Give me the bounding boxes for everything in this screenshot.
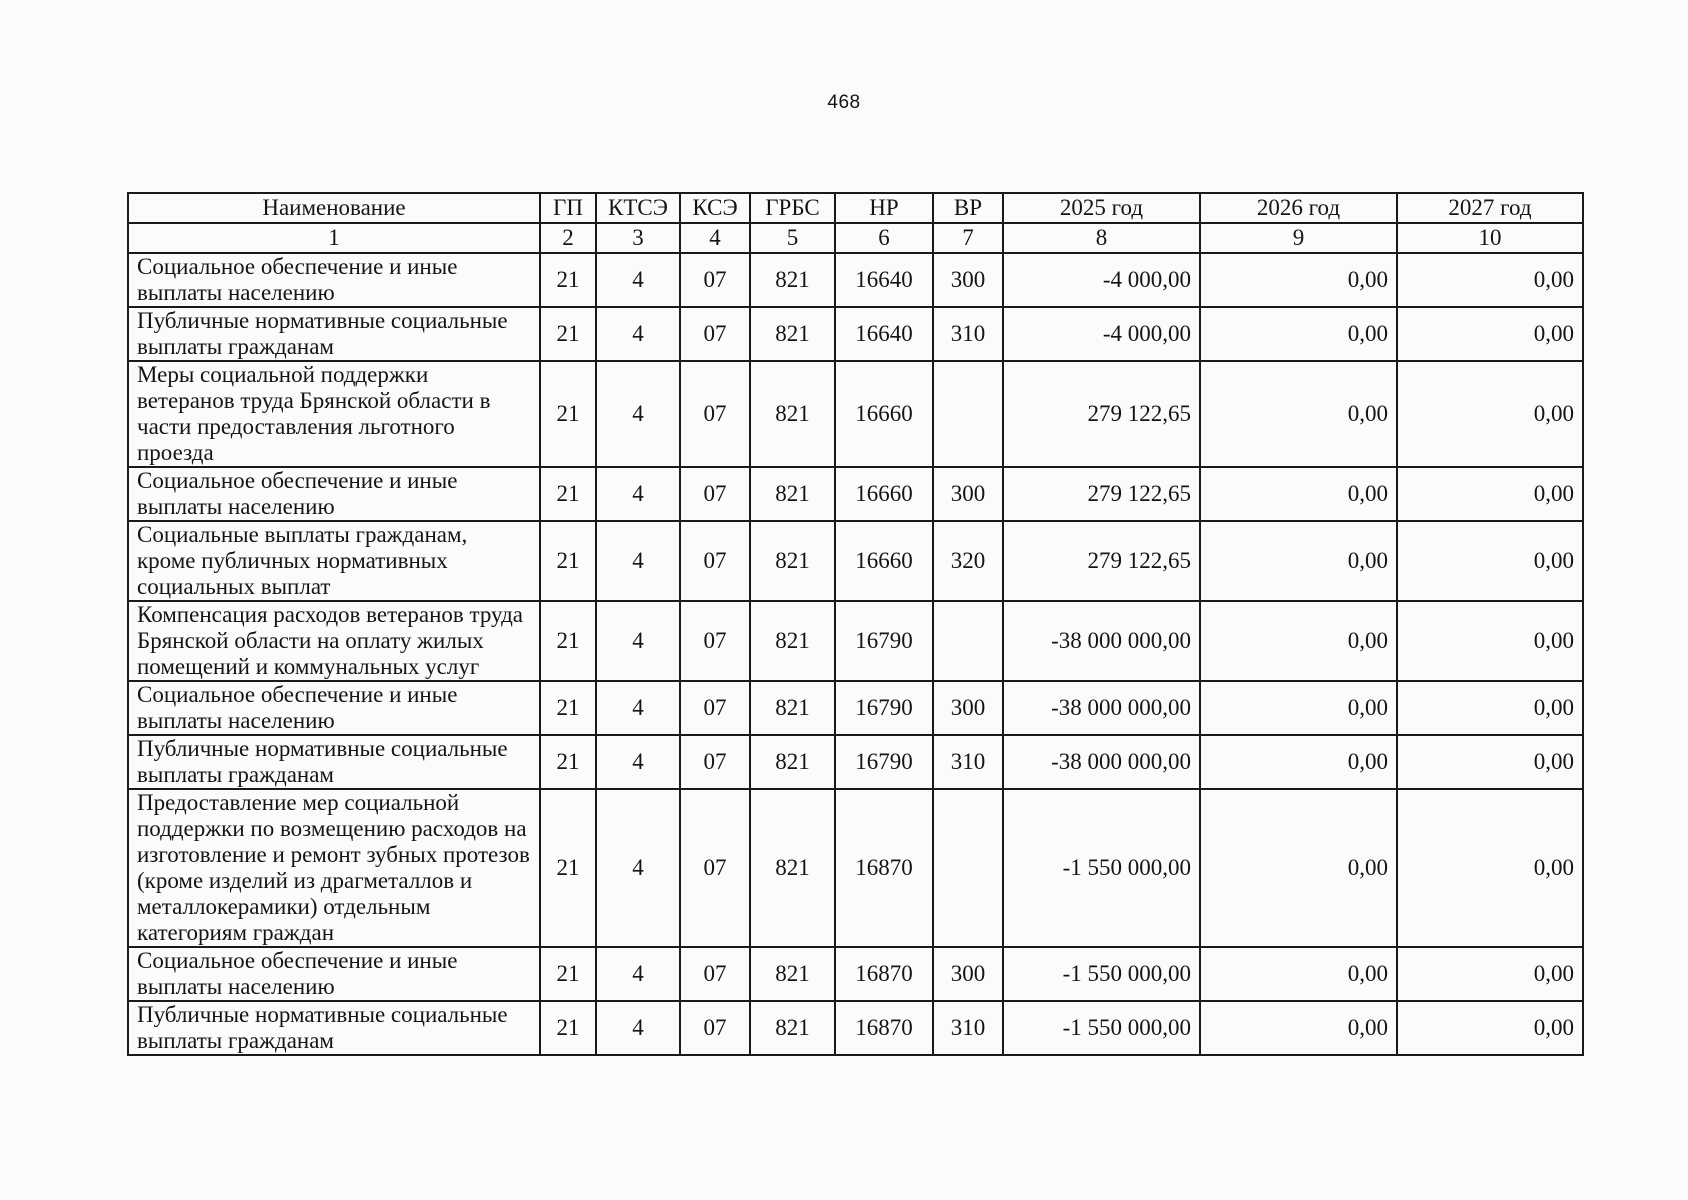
- row-amount-2025: 279 122,65: [1003, 521, 1200, 601]
- row-amount-2026: 0,00: [1200, 361, 1397, 467]
- row-ktse: 4: [596, 789, 680, 947]
- row-gp: 21: [540, 307, 596, 361]
- row-name: Социальное обеспечение и иные выплаты населению: [128, 467, 540, 521]
- column-header-kse: КСЭ: [680, 193, 750, 223]
- row-name: Социальное обеспечение и иные выплаты населению: [128, 947, 540, 1001]
- row-ktse: 4: [596, 681, 680, 735]
- row-gp: 21: [540, 521, 596, 601]
- row-nr: 16640: [835, 307, 933, 361]
- row-amount-2026: 0,00: [1200, 1001, 1397, 1055]
- row-kse: 07: [680, 253, 750, 307]
- row-amount-2026: 0,00: [1200, 307, 1397, 361]
- row-nr: 16660: [835, 521, 933, 601]
- row-nr: 16790: [835, 681, 933, 735]
- row-amount-2025: 279 122,65: [1003, 361, 1200, 467]
- column-header-2026: 2026 год: [1200, 193, 1397, 223]
- row-grbs: 821: [750, 521, 835, 601]
- table-row: [128, 361, 1583, 467]
- table-row: [128, 789, 1583, 947]
- row-vr: 300: [933, 467, 1003, 521]
- row-amount-2027: 0,00: [1397, 307, 1583, 361]
- row-vr: 320: [933, 521, 1003, 601]
- row-nr: 16660: [835, 361, 933, 467]
- row-name: Социальное обеспечение и иные выплаты населению: [128, 253, 540, 307]
- column-header-gp: ГП: [540, 193, 596, 223]
- row-amount-2027: 0,00: [1397, 681, 1583, 735]
- row-amount-2026: 0,00: [1200, 735, 1397, 789]
- column-header-2027: 2027 год: [1397, 193, 1583, 223]
- column-number: 10: [1397, 223, 1583, 253]
- row-ktse: 4: [596, 467, 680, 521]
- row-amount-2026: 0,00: [1200, 253, 1397, 307]
- table-row: [128, 467, 1583, 521]
- row-amount-2026: 0,00: [1200, 947, 1397, 1001]
- row-amount-2025: -38 000 000,00: [1003, 735, 1200, 789]
- row-kse: 07: [680, 947, 750, 1001]
- row-ktse: 4: [596, 253, 680, 307]
- row-amount-2025: -38 000 000,00: [1003, 601, 1200, 681]
- row-kse: 07: [680, 735, 750, 789]
- row-kse: 07: [680, 789, 750, 947]
- row-amount-2027: 0,00: [1397, 601, 1583, 681]
- row-vr: 300: [933, 681, 1003, 735]
- row-kse: 07: [680, 307, 750, 361]
- table-row: [128, 1001, 1583, 1055]
- row-gp: 21: [540, 601, 596, 681]
- row-grbs: 821: [750, 467, 835, 521]
- row-gp: 21: [540, 789, 596, 947]
- row-ktse: 4: [596, 1001, 680, 1055]
- row-nr: 16790: [835, 601, 933, 681]
- row-nr: 16870: [835, 947, 933, 1001]
- row-name: Публичные нормативные социальные выплаты гражданам: [128, 735, 540, 789]
- row-amount-2025: -1 550 000,00: [1003, 947, 1200, 1001]
- row-amount-2025: -4 000,00: [1003, 307, 1200, 361]
- row-ktse: 4: [596, 307, 680, 361]
- row-amount-2027: 0,00: [1397, 1001, 1583, 1055]
- row-amount-2027: 0,00: [1397, 467, 1583, 521]
- row-amount-2026: 0,00: [1200, 789, 1397, 947]
- row-amount-2025: -38 000 000,00: [1003, 681, 1200, 735]
- table-row: [128, 681, 1583, 735]
- row-name: Социальные выплаты гражданам, кроме публичных нормативных социальных выплат: [128, 521, 540, 601]
- row-vr: 300: [933, 947, 1003, 1001]
- row-kse: 07: [680, 601, 750, 681]
- column-number: 2: [540, 223, 596, 253]
- row-gp: 21: [540, 681, 596, 735]
- table-row: [128, 253, 1583, 307]
- row-amount-2027: 0,00: [1397, 947, 1583, 1001]
- row-vr: 310: [933, 735, 1003, 789]
- row-amount-2027: 0,00: [1397, 521, 1583, 601]
- row-name: Компенсация расходов ветеранов труда Брянской области на оплату жилых помещений и коммунальных услуг: [128, 601, 540, 681]
- row-gp: 21: [540, 467, 596, 521]
- row-name: Публичные нормативные социальные выплаты гражданам: [128, 307, 540, 361]
- row-nr: 16660: [835, 467, 933, 521]
- row-amount-2026: 0,00: [1200, 681, 1397, 735]
- table-row: [128, 307, 1583, 361]
- row-gp: 21: [540, 361, 596, 467]
- table-row: [128, 947, 1583, 1001]
- row-ktse: 4: [596, 361, 680, 467]
- row-gp: 21: [540, 947, 596, 1001]
- row-grbs: 821: [750, 1001, 835, 1055]
- column-header-vr: ВР: [933, 193, 1003, 223]
- table-row: [128, 735, 1583, 789]
- row-kse: 07: [680, 467, 750, 521]
- row-gp: 21: [540, 253, 596, 307]
- row-amount-2025: -4 000,00: [1003, 253, 1200, 307]
- row-grbs: 821: [750, 681, 835, 735]
- row-kse: 07: [680, 1001, 750, 1055]
- row-vr: [933, 601, 1003, 681]
- row-ktse: 4: [596, 601, 680, 681]
- row-vr: 310: [933, 307, 1003, 361]
- row-gp: 21: [540, 1001, 596, 1055]
- column-header-nr: НР: [835, 193, 933, 223]
- budget-table: [127, 192, 1584, 1056]
- row-vr: 300: [933, 253, 1003, 307]
- row-amount-2027: 0,00: [1397, 789, 1583, 947]
- row-kse: 07: [680, 521, 750, 601]
- row-name: Социальное обеспечение и иные выплаты населению: [128, 681, 540, 735]
- row-vr: [933, 361, 1003, 467]
- column-number: 1: [128, 223, 540, 253]
- row-grbs: 821: [750, 789, 835, 947]
- row-ktse: 4: [596, 947, 680, 1001]
- row-name: Предоставление мер социальной поддержки по возмещению расходов на изготовление и ремонт зубных протезов (кроме изделий из драгметаллов и металлокерамики) отдельным категориям граждан: [128, 789, 540, 947]
- column-header-name: Наименование: [128, 193, 540, 223]
- row-ktse: 4: [596, 735, 680, 789]
- row-nr: 16790: [835, 735, 933, 789]
- row-amount-2025: 279 122,65: [1003, 467, 1200, 521]
- row-amount-2025: -1 550 000,00: [1003, 789, 1200, 947]
- row-vr: [933, 789, 1003, 947]
- row-ktse: 4: [596, 521, 680, 601]
- row-nr: 16870: [835, 1001, 933, 1055]
- row-amount-2027: 0,00: [1397, 735, 1583, 789]
- row-nr: 16870: [835, 789, 933, 947]
- column-number: 3: [596, 223, 680, 253]
- row-grbs: 821: [750, 307, 835, 361]
- row-vr: 310: [933, 1001, 1003, 1055]
- row-amount-2026: 0,00: [1200, 467, 1397, 521]
- row-name: Публичные нормативные социальные выплаты гражданам: [128, 1001, 540, 1055]
- row-amount-2026: 0,00: [1200, 521, 1397, 601]
- row-amount-2027: 0,00: [1397, 361, 1583, 467]
- column-number-row: [128, 223, 1583, 253]
- column-header-ktse: КТСЭ: [596, 193, 680, 223]
- row-grbs: 821: [750, 253, 835, 307]
- column-number: 4: [680, 223, 750, 253]
- row-gp: 21: [540, 735, 596, 789]
- row-nr: 16640: [835, 253, 933, 307]
- row-grbs: 821: [750, 947, 835, 1001]
- column-header-grbs: ГРБС: [750, 193, 835, 223]
- column-number: 8: [1003, 223, 1200, 253]
- column-number: 5: [750, 223, 835, 253]
- row-amount-2025: -1 550 000,00: [1003, 1001, 1200, 1055]
- column-number: 6: [835, 223, 933, 253]
- column-number: 9: [1200, 223, 1397, 253]
- row-kse: 07: [680, 361, 750, 467]
- page-number: 468: [827, 92, 861, 113]
- row-grbs: 821: [750, 735, 835, 789]
- row-grbs: 821: [750, 361, 835, 467]
- table-row: [128, 601, 1583, 681]
- row-kse: 07: [680, 681, 750, 735]
- header-row: [128, 193, 1583, 223]
- row-grbs: 821: [750, 601, 835, 681]
- column-number: 7: [933, 223, 1003, 253]
- row-amount-2026: 0,00: [1200, 601, 1397, 681]
- row-amount-2027: 0,00: [1397, 253, 1583, 307]
- table-row: [128, 521, 1583, 601]
- row-name: Меры социальной поддержки ветеранов труда Брянской области в части предоставления льготного проезда: [128, 361, 540, 467]
- column-header-2025: 2025 год: [1003, 193, 1200, 223]
